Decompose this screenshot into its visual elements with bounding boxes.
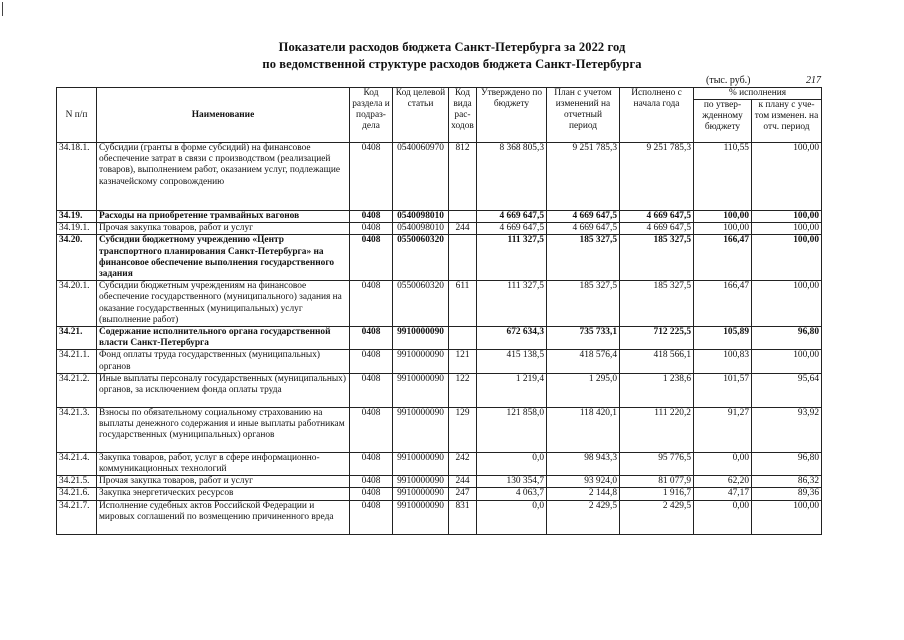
cell-plan: 9 251 785,3 — [547, 143, 620, 211]
cell-razdel: 0408 — [350, 281, 393, 327]
cell-statya: 0550060320 — [393, 235, 449, 281]
cell-statya: 9910000090 — [393, 488, 449, 500]
report-title-line-1: Показатели расходов бюджета Санкт-Петербурга за 2022 год — [278, 40, 626, 54]
cell-pct-plan: 95,64 — [752, 373, 822, 407]
cell-pct-approved: 100,00 — [694, 211, 752, 223]
cell-vid: 122 — [449, 373, 477, 407]
cell-name: Фонд оплаты труда государственных (муниципальных) органов — [97, 350, 350, 373]
cell-pct-plan: 100,00 — [752, 223, 822, 235]
cell-pct-approved: 47,17 — [694, 488, 752, 500]
cell-plan: 2 144,8 — [547, 488, 620, 500]
cell-plan: 118 420,1 — [547, 407, 620, 452]
table-row — [57, 235, 822, 281]
cell-executed: 4 669 647,5 — [620, 211, 694, 223]
cell-pct-approved: 0,00 — [694, 500, 752, 534]
cell-razdel: 0408 — [350, 223, 393, 235]
cell-pct-approved: 100,83 — [694, 350, 752, 373]
cell-plan: 2 429,5 — [547, 500, 620, 534]
cell-name: Содержание исполнительного органа государственной власти Санкт-Петербурга — [97, 327, 350, 350]
cell-pct-approved: 101,57 — [694, 373, 752, 407]
cell-executed: 185 327,5 — [620, 235, 694, 281]
cell-razdel: 0408 — [350, 235, 393, 281]
cell-vid: 244 — [449, 476, 477, 488]
cell-name: Взносы по обязательному социальному страхованию на выплаты денежного содержания и иные выплаты работникам государственных (муниципальных) органов — [97, 407, 350, 452]
col-header-razdel: Код раздела и подраз-дела — [350, 88, 393, 143]
units-label: (тыс. руб.) — [706, 75, 751, 86]
cell-num: 34.21.5. — [57, 476, 97, 488]
cell-name: Субсидии бюджетному учреждению «Центр транспортного планирования Санкт-Петербурга» на финансовое обеспечение выполнения государственного задания — [97, 235, 350, 281]
cell-vid — [449, 235, 477, 281]
cell-num: 34.20. — [57, 235, 97, 281]
cell-name: Субсидии (гранты в форме субсидий) на финансовое обеспечение затрат в связи с производством (реализацией товаров), выполнением работ, оказанием услуг, подлежащие казначейскому сопровождению — [97, 143, 350, 211]
cell-approved: 415 138,5 — [477, 350, 547, 373]
cell-executed: 95 776,5 — [620, 452, 694, 475]
col-header-name: Наименование — [97, 88, 350, 143]
cell-vid: 831 — [449, 500, 477, 534]
cell-plan: 735 733,1 — [547, 327, 620, 350]
cell-pct-plan: 100,00 — [752, 350, 822, 373]
cell-executed: 9 251 785,3 — [620, 143, 694, 211]
cell-approved: 8 368 805,3 — [477, 143, 547, 211]
cell-razdel: 0408 — [350, 211, 393, 223]
cell-statya: 0540098010 — [393, 223, 449, 235]
cell-pct-approved: 0,00 — [694, 452, 752, 475]
cell-num: 34.19.1. — [57, 223, 97, 235]
cell-executed: 2 429,5 — [620, 500, 694, 534]
cell-num: 34.21.2. — [57, 373, 97, 407]
cell-executed: 4 669 647,5 — [620, 223, 694, 235]
scan-edge-mark — [2, 2, 3, 16]
cell-vid: 812 — [449, 143, 477, 211]
cell-approved: 111 327,5 — [477, 281, 547, 327]
cell-name: Закупка товаров, работ, услуг в сфере информационно-коммуникационных технологий — [97, 452, 350, 475]
cell-plan: 185 327,5 — [547, 281, 620, 327]
cell-num: 34.19. — [57, 211, 97, 223]
cell-pct-approved: 166,47 — [694, 235, 752, 281]
table-row — [57, 211, 822, 223]
cell-name: Прочая закупка товаров, работ и услуг — [97, 476, 350, 488]
cell-statya: 0540060970 — [393, 143, 449, 211]
cell-executed: 712 225,5 — [620, 327, 694, 350]
cell-pct-plan: 100,00 — [752, 281, 822, 327]
cell-num: 34.18.1. — [57, 143, 97, 211]
table-row — [57, 488, 822, 500]
cell-num: 34.20.1. — [57, 281, 97, 327]
cell-razdel: 0408 — [350, 143, 393, 211]
cell-name: Субсидии бюджетным учреждениям на финансовое обеспечение государственного (муниципального) задания на оказание государственных (муниципальных) услуг (выполнение работ) — [97, 281, 350, 327]
cell-approved: 4 669 647,5 — [477, 211, 547, 223]
col-header-pct-plan: к плану с уче-том изменен. на отч. период — [752, 100, 822, 143]
table-row — [57, 327, 822, 350]
cell-pct-approved: 100,00 — [694, 223, 752, 235]
cell-pct-plan: 89,36 — [752, 488, 822, 500]
cell-num: 34.21.3. — [57, 407, 97, 452]
cell-approved: 1 219,4 — [477, 373, 547, 407]
cell-razdel: 0408 — [350, 476, 393, 488]
table-row — [57, 223, 822, 235]
col-header-vid: Код вида рас-ходов — [449, 88, 477, 143]
cell-approved: 672 634,3 — [477, 327, 547, 350]
cell-razdel: 0408 — [350, 407, 393, 452]
col-header-executed: Исполнено с начала года — [620, 88, 694, 143]
cell-pct-plan: 86,32 — [752, 476, 822, 488]
page-number: 217 — [806, 75, 821, 86]
cell-plan: 98 943,3 — [547, 452, 620, 475]
cell-executed: 81 077,9 — [620, 476, 694, 488]
cell-pct-plan: 96,80 — [752, 327, 822, 350]
cell-pct-plan: 93,92 — [752, 407, 822, 452]
cell-plan: 93 924,0 — [547, 476, 620, 488]
cell-num: 34.21.4. — [57, 452, 97, 475]
cell-approved: 4 669 647,5 — [477, 223, 547, 235]
cell-razdel: 0408 — [350, 500, 393, 534]
cell-statya: 9910000090 — [393, 500, 449, 534]
cell-plan: 418 576,4 — [547, 350, 620, 373]
cell-pct-plan: 100,00 — [752, 143, 822, 211]
cell-razdel: 0408 — [350, 327, 393, 350]
cell-num: 34.21.7. — [57, 500, 97, 534]
cell-statya: 0540098010 — [393, 211, 449, 223]
cell-num: 34.21.1. — [57, 350, 97, 373]
cell-vid: 247 — [449, 488, 477, 500]
cell-pct-plan: 96,80 — [752, 452, 822, 475]
cell-pct-plan: 100,00 — [752, 211, 822, 223]
budget-table — [56, 87, 822, 535]
cell-name: Исполнение судебных актов Российской Федерации и мировых соглашений по возмещению причиненного вреда — [97, 500, 350, 534]
cell-approved: 111 327,5 — [477, 235, 547, 281]
cell-executed: 111 220,2 — [620, 407, 694, 452]
cell-num: 34.21.6. — [57, 488, 97, 500]
cell-name: Прочая закупка товаров, работ и услуг — [97, 223, 350, 235]
cell-pct-approved: 91,27 — [694, 407, 752, 452]
col-header-approved: Утверждено по бюджету — [477, 88, 547, 143]
table-body — [57, 143, 822, 535]
table-row — [57, 500, 822, 534]
cell-plan: 1 295,0 — [547, 373, 620, 407]
cell-razdel: 0408 — [350, 488, 393, 500]
cell-num: 34.21. — [57, 327, 97, 350]
cell-statya: 9910000090 — [393, 407, 449, 452]
table-row — [57, 143, 822, 211]
cell-name: Расходы на приобретение трамвайных вагонов — [97, 211, 350, 223]
cell-executed: 185 327,5 — [620, 281, 694, 327]
cell-razdel: 0408 — [350, 373, 393, 407]
table-row — [57, 407, 822, 452]
col-header-pct-group: % исполнения — [694, 88, 822, 100]
col-header-num: N п/п — [57, 88, 97, 143]
cell-vid: 611 — [449, 281, 477, 327]
cell-vid: 242 — [449, 452, 477, 475]
table-row — [57, 476, 822, 488]
cell-razdel: 0408 — [350, 452, 393, 475]
cell-name: Закупка энергетических ресурсов — [97, 488, 350, 500]
cell-vid: 244 — [449, 223, 477, 235]
cell-plan: 185 327,5 — [547, 235, 620, 281]
col-header-statya: Код целевой статьи — [393, 88, 449, 143]
cell-vid — [449, 211, 477, 223]
cell-pct-approved: 166,47 — [694, 281, 752, 327]
cell-pct-approved: 105,89 — [694, 327, 752, 350]
cell-statya: 9910000090 — [393, 452, 449, 475]
cell-statya: 9910000090 — [393, 350, 449, 373]
table-row — [57, 281, 822, 327]
cell-vid: 129 — [449, 407, 477, 452]
cell-pct-approved: 62,20 — [694, 476, 752, 488]
cell-statya: 9910000090 — [393, 327, 449, 350]
table-row — [57, 350, 822, 373]
cell-razdel: 0408 — [350, 350, 393, 373]
table-row — [57, 452, 822, 475]
cell-statya: 9910000090 — [393, 373, 449, 407]
cell-approved: 4 063,7 — [477, 488, 547, 500]
cell-plan: 4 669 647,5 — [547, 223, 620, 235]
cell-approved: 0,0 — [477, 452, 547, 475]
table-row — [57, 373, 822, 407]
cell-executed: 418 566,1 — [620, 350, 694, 373]
col-header-plan: План с учетом изменений на отчетный период — [547, 88, 620, 143]
cell-vid: 121 — [449, 350, 477, 373]
cell-statya: 9910000090 — [393, 476, 449, 488]
cell-pct-plan: 100,00 — [752, 235, 822, 281]
cell-approved: 130 354,7 — [477, 476, 547, 488]
report-title-line-2: по ведомственной структуре расходов бюджета Санкт-Петербурга — [262, 57, 642, 71]
cell-pct-approved: 110,55 — [694, 143, 752, 211]
cell-approved: 0,0 — [477, 500, 547, 534]
cell-vid — [449, 327, 477, 350]
cell-executed: 1 916,7 — [620, 488, 694, 500]
cell-approved: 121 858,0 — [477, 407, 547, 452]
col-header-pct-approved: по утвер-жденному бюджету — [694, 100, 752, 143]
cell-pct-plan: 100,00 — [752, 500, 822, 534]
cell-statya: 0550060320 — [393, 281, 449, 327]
cell-plan: 4 669 647,5 — [547, 211, 620, 223]
cell-executed: 1 238,6 — [620, 373, 694, 407]
cell-name: Иные выплаты персоналу государственных (муниципальных) органов, за исключением фонда оплаты труда — [97, 373, 350, 407]
